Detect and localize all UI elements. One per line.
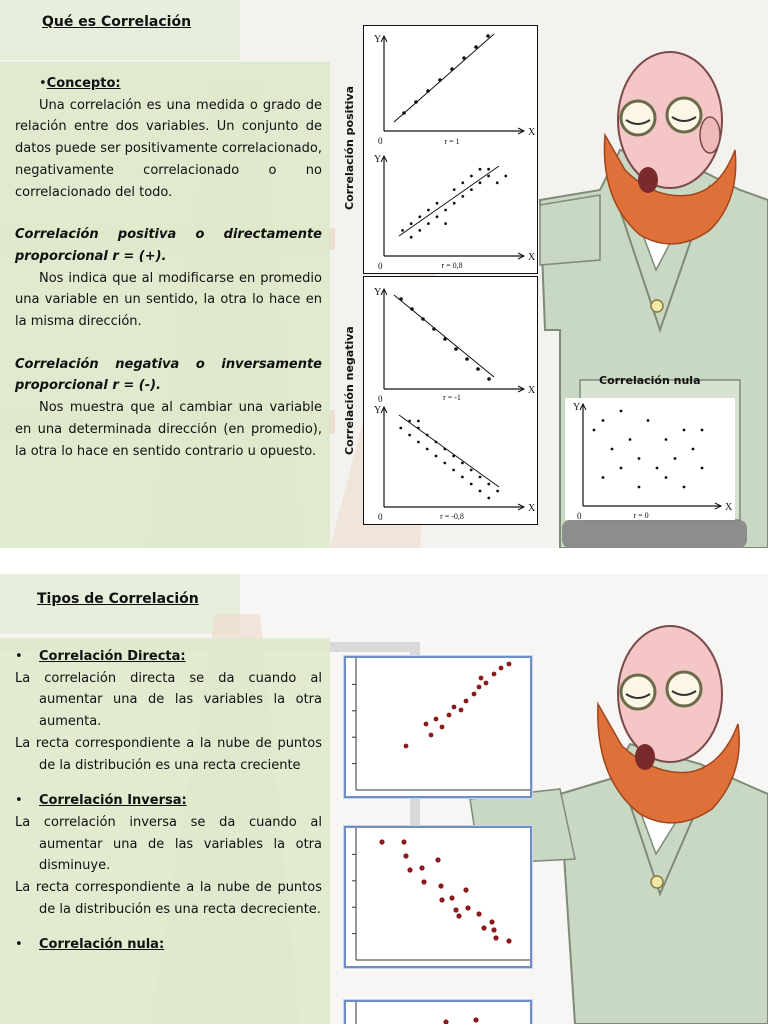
pos1-point-3 (438, 78, 442, 82)
null1-point-12 (656, 467, 659, 470)
neg2-point-11 (452, 455, 455, 458)
null1-x-label: X (725, 502, 733, 513)
neg1-point-8 (487, 377, 491, 381)
null1-point-8 (638, 457, 641, 460)
pos1-point-6 (474, 45, 478, 49)
pos2-point-16 (487, 168, 490, 171)
neg2-point-14 (461, 476, 464, 479)
neg2-point-17 (479, 476, 482, 479)
negative-correlation-charts (363, 276, 538, 525)
pos1-point-7 (486, 34, 490, 38)
neg1-point-5 (454, 347, 458, 351)
positive-correlation-svg (364, 26, 537, 273)
pos2-point-19 (427, 209, 430, 212)
neg2-point-10 (443, 462, 446, 465)
inverse-scatter-svg (346, 828, 530, 966)
label-null-correlation: Correlación nula (599, 374, 701, 387)
direct-point-13 (492, 672, 497, 677)
pos2-point-20 (461, 181, 464, 184)
null1-y-label: Y (573, 402, 581, 413)
inverse-point-6 (421, 879, 426, 884)
inverse-point-3 (407, 867, 412, 872)
neg1-point-2 (421, 317, 425, 321)
inverse-point-16 (493, 935, 498, 940)
pos2-point-4 (418, 215, 421, 218)
neg1-x-label: X (528, 385, 536, 396)
pos2-point-18 (444, 222, 447, 225)
neg1-y-label: Y (374, 287, 382, 298)
slide-types-of-correlation (0, 574, 768, 1024)
pos2-origin-label: 0 (378, 261, 383, 271)
pos1-y-label: Y (374, 34, 382, 45)
pos2-point-6 (436, 215, 439, 218)
direct-text-1: La correlación directa se da cuando al aumentar una de las variables la otra aumenta. (15, 670, 322, 730)
pos2-fit-line (399, 166, 499, 236)
inverse-point-7 (438, 883, 443, 888)
pos2-point-11 (461, 195, 464, 198)
direct-point-0 (404, 744, 409, 749)
direct-point-11 (484, 681, 489, 686)
inverse-correlation-scatter (344, 826, 532, 968)
inverse-point-17 (506, 938, 511, 943)
direct-heading: Correlación Directa: (39, 649, 186, 664)
pos1-origin-label: 0 (378, 136, 383, 146)
pos2-point-2 (410, 222, 413, 225)
pos2-point-17 (496, 181, 499, 184)
null-correlation-chart (565, 398, 735, 520)
pos2-x-label: X (528, 252, 536, 263)
neg2-point-16 (470, 483, 473, 486)
direct-point-1 (424, 722, 429, 727)
negative-correlation-svg (364, 277, 537, 524)
neg2-point-0 (399, 427, 402, 430)
null1-point-3 (683, 429, 686, 432)
direct-point-6 (452, 705, 457, 710)
inverse-point-10 (453, 907, 458, 912)
slide-separator (0, 548, 768, 574)
pos1-r-label: r = 1 (444, 137, 460, 146)
direct-scatter-svg (346, 658, 530, 796)
inverse-point-15 (491, 927, 496, 932)
types-title: Tipos de Correlación (37, 591, 199, 607)
null-correlation-svg (565, 398, 735, 520)
direct-point-3 (434, 717, 439, 722)
inverse-point-14 (481, 925, 486, 930)
neg2-point-19 (487, 483, 490, 486)
neg1-origin-label: 0 (378, 394, 383, 404)
direct-point-12 (479, 676, 484, 681)
neg1-fit-line (394, 295, 494, 377)
pos1-point-4 (450, 67, 454, 71)
pos2-point-3 (418, 229, 421, 232)
pos1-x-label: X (528, 127, 536, 138)
null1-point-1 (620, 410, 623, 413)
pos2-point-22 (504, 175, 507, 178)
neg2-point-20 (496, 490, 499, 493)
direct-point-4 (440, 725, 445, 730)
neg2-point-21 (487, 497, 490, 500)
types-section (15, 646, 322, 956)
pos2-point-0 (401, 229, 404, 232)
pos2-point-21 (479, 168, 482, 171)
neg1-point-7 (476, 367, 480, 371)
null1-point-14 (638, 486, 641, 489)
neg2-point-7 (435, 441, 438, 444)
direct-text-2: La recta correspondiente a la nube de puntos de la distribución es una recta creciente (15, 735, 322, 773)
null-scatter-svg (346, 1002, 530, 1024)
null-point-0 (443, 1019, 448, 1024)
pos2-point-12 (470, 188, 473, 191)
neg2-point-3 (417, 427, 420, 430)
neg2-r-label: r = -0,8 (440, 512, 464, 521)
neg1-point-3 (432, 327, 436, 331)
inverse-point-12 (465, 905, 470, 910)
neg2-point-22 (417, 420, 420, 423)
concept-heading: Concepto: (46, 76, 121, 91)
neg1-point-6 (465, 357, 469, 361)
label-negative-correlation: Correlación negativa (343, 326, 356, 455)
null1-point-10 (701, 467, 704, 470)
pos2-r-label: r = 0,8 (441, 261, 463, 270)
inverse-heading: Correlación Inversa: (39, 793, 187, 809)
inverse-point-13 (476, 911, 481, 916)
pos2-point-14 (479, 181, 482, 184)
pos2-point-10 (453, 188, 456, 191)
pos2-point-7 (436, 202, 439, 205)
inverse-point-0 (379, 839, 384, 844)
pos1-point-2 (426, 89, 430, 93)
neg1-r-label: r = -1 (443, 393, 461, 402)
inverse-point-18 (489, 919, 494, 924)
neg2-point-18 (479, 490, 482, 493)
direct-point-14 (499, 666, 504, 671)
direct-point-7 (459, 708, 464, 713)
neg2-x-label: X (528, 503, 536, 514)
negative-heading: Correlación negativa o inversamente proporcional r = (-). (15, 356, 322, 394)
null1-point-11 (620, 467, 623, 470)
neg2-point-8 (435, 455, 438, 458)
null1-point-4 (629, 438, 632, 441)
direct-point-8 (464, 699, 469, 704)
neg1-point-1 (410, 307, 414, 311)
direct-bullet: • (15, 649, 23, 664)
pos1-point-1 (414, 100, 418, 104)
inverse-point-5 (435, 857, 440, 862)
null1-origin-label: 0 (577, 511, 582, 520)
inverse-point-1 (401, 839, 406, 844)
null1-point-16 (665, 476, 668, 479)
negative-text: Nos muestra que al cambiar una variable en una determinada dirección (en promedio), la otra lo hace en sentido contrario u opuesto. (15, 400, 322, 459)
label-positive-correlation: Correlación positiva (343, 85, 356, 210)
direct-point-9 (472, 692, 477, 697)
inverse-point-9 (449, 895, 454, 900)
page-title: Qué es Correlación (42, 14, 192, 30)
inverse-text-2: La recta correspondiente a la nube de puntos de la distribución es una recta decreciente. (15, 880, 322, 917)
inverse-point-2 (403, 853, 408, 858)
pos2-y-label: Y (374, 154, 382, 165)
inverse-bullet: • (15, 793, 23, 809)
neg1-point-0 (399, 297, 403, 301)
positive-correlation-charts (363, 25, 538, 274)
neg2-point-5 (426, 434, 429, 437)
direct-point-5 (447, 713, 452, 718)
pos2-point-13 (470, 175, 473, 178)
null1-point-5 (665, 438, 668, 441)
null-point-1 (473, 1017, 478, 1022)
concept-text: Una correlación es una medida o grado de relación entre dos variables. Un conjunto de datos puede ser positivamente correlacionado, negativamente correlacionado o no correlacionado del todo. (15, 97, 322, 200)
null1-point-15 (683, 486, 686, 489)
inverse-point-11 (456, 913, 461, 918)
neg2-fit-line (399, 415, 499, 487)
positive-text: Nos indica que al modificarse en promedio una variable en un sentido, la otra lo hace en la misma dirección. (15, 270, 322, 330)
inverse-point-8 (439, 897, 444, 902)
concept-section (15, 73, 322, 462)
pos2-point-9 (453, 202, 456, 205)
null-bullet: • (15, 937, 23, 953)
null1-r-label: r = 0 (633, 511, 649, 520)
pos1-point-0 (402, 111, 406, 115)
neg2-point-12 (452, 469, 455, 472)
direct-point-2 (429, 733, 434, 738)
neg2-point-4 (417, 441, 420, 444)
null1-point-9 (674, 457, 677, 460)
pos1-fit-line (394, 34, 494, 122)
concept-bullet: • (39, 76, 47, 91)
pos1-point-5 (462, 56, 466, 60)
neg2-point-15 (470, 469, 473, 472)
null1-point-7 (611, 448, 614, 451)
neg2-point-9 (443, 448, 446, 451)
inverse-point-19 (463, 887, 468, 892)
direct-point-10 (477, 685, 482, 690)
null-heading: Correlación nula: (39, 937, 165, 953)
null1-point-18 (593, 429, 596, 432)
neg2-origin-label: 0 (378, 512, 383, 522)
null1-point-6 (692, 448, 695, 451)
neg2-y-label: Y (374, 405, 382, 416)
null1-point-0 (602, 419, 605, 422)
null1-point-2 (647, 419, 650, 422)
null1-point-17 (701, 429, 704, 432)
direct-point-15 (507, 662, 512, 667)
positive-heading: Correlación positiva o directamente proporcional r = (+). (15, 227, 322, 264)
inverse-point-4 (419, 865, 424, 870)
pos2-point-15 (487, 175, 490, 178)
pos2-point-5 (427, 222, 430, 225)
neg2-point-1 (408, 420, 411, 423)
null-correlation-scatter (344, 1000, 532, 1024)
inverse-text-1: La correlación inversa se da cuando al aumentar una de las variables la otra disminuye. (15, 814, 322, 874)
direct-correlation-scatter (344, 656, 532, 798)
neg2-point-2 (408, 434, 411, 437)
neg2-point-13 (461, 462, 464, 465)
pos2-point-8 (444, 209, 447, 212)
null1-point-13 (602, 476, 605, 479)
pos2-point-1 (410, 236, 413, 239)
neg1-point-4 (443, 337, 447, 341)
neg2-point-6 (426, 448, 429, 451)
